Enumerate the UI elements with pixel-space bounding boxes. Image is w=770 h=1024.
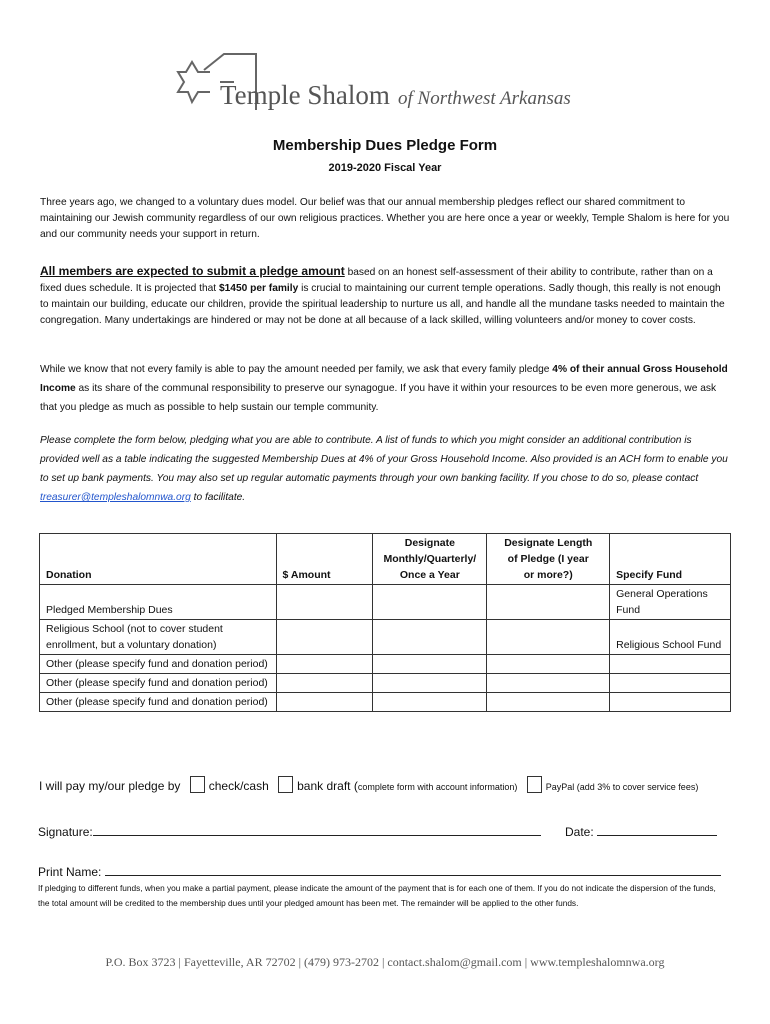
form-title: Membership Dues Pledge Form (272, 137, 498, 154)
header-fund: Specify Fund (610, 534, 731, 585)
frequency-cell[interactable] (373, 655, 487, 674)
length-cell[interactable] (487, 620, 610, 655)
instructions-paragraph (40, 431, 732, 507)
table-row (40, 620, 731, 655)
signature-field (38, 822, 541, 839)
guideline-text-1: While we know that not every family is able to pay the amount needed per family, we ask that every family pledge (40, 364, 553, 375)
fund-cell[interactable]: General Operations Fund (610, 585, 731, 620)
check-cash-label: check/cash (208, 779, 269, 793)
amount-cell[interactable] (276, 620, 373, 655)
print-name-line[interactable] (105, 862, 721, 876)
bank-draft-label: bank draft ( (297, 779, 358, 793)
frequency-cell[interactable] (373, 693, 487, 712)
length-cell[interactable] (487, 674, 610, 693)
paypal-checkbox[interactable] (527, 776, 542, 793)
signature-label: Signature: (38, 825, 93, 839)
header-frequency: Designate Monthly/Quarterly/ Once a Year (373, 534, 487, 585)
print-name-label: Print Name: (38, 865, 102, 879)
print-name-field (38, 862, 721, 879)
intro-paragraph: Three years ago, we changed to a voluntary dues model. Our belief was that our annual membership pledges reflect our shared commitment to maintaining our Jewish community regardless of our own religious practices. Whether you are here once a year or weekly, Temple Shalom is here for you and our community needs your support in return. (40, 197, 730, 240)
date-label: Date: (565, 825, 594, 839)
donation-cell: Other (please specify fund and donation period) (40, 674, 277, 693)
payment-intro: I will pay my/our pledge by (39, 779, 181, 793)
fiscal-year: 2019-2020 Fiscal Year (328, 162, 442, 174)
guideline-text-2: as its share of the communal responsibility to preserve our synagogue. If you have it within your resources to be even more generous, we ask that you pledge as much as possible to help sustain our temple community. (40, 383, 717, 413)
date-field (565, 822, 717, 839)
logo-name: Temple Shalom (220, 80, 390, 110)
fund-cell[interactable]: Religious School Fund (610, 620, 731, 655)
bank-draft-checkbox[interactable] (278, 776, 293, 793)
expectation-text-1: based on an honest self-assessment of their ability to contribute, rather than on a fixed dues schedule. It is projected that (40, 267, 713, 294)
amount-cell[interactable] (276, 693, 373, 712)
temple-logo (176, 50, 596, 126)
length-cell[interactable] (487, 655, 610, 674)
partial-payment-note: If pledging to different funds, when you make a partial payment, please indicate the amount of the payment that is for each one of them. If you do not indicate the dispersion of the funds, the total amount will be credited to the membership dues until your pledged amount has been met. The remainder will be applied to the other funds. (38, 883, 716, 908)
footer-contact: P.O. Box 3723 | Fayetteville, AR 72702 | (479) 973-2702 | contact.shalom@gmail.com | www.templeshalomnwa.org (105, 955, 665, 969)
payment-method-row (39, 776, 759, 793)
donation-cell: Other (please specify fund and donation period) (40, 693, 277, 712)
donation-cell: Religious School (not to cover student enrollment, but a voluntary donation) (40, 620, 277, 655)
header-amount: $ Amount (276, 534, 373, 585)
paypal-label: PayPal (add 3% to cover service fees) (545, 782, 699, 792)
length-cell[interactable] (487, 585, 610, 620)
fund-cell[interactable] (610, 674, 731, 693)
frequency-cell[interactable] (373, 620, 487, 655)
pledge-table (39, 533, 731, 712)
donation-cell: Pledged Membership Dues (40, 585, 277, 620)
guideline-percent: 4% of their annual Gross Household Income (40, 364, 728, 394)
table-row (40, 693, 731, 712)
header-donation: Donation (40, 534, 277, 585)
amount-cell[interactable] (276, 585, 373, 620)
expectation-lead: All members are expected to submit a pledge amount (40, 264, 345, 278)
expectation-amount: $1450 per family (218, 283, 299, 294)
donation-cell: Other (please specify fund and donation period) (40, 655, 277, 674)
expectation-paragraph (40, 263, 732, 329)
logo-subtitle: of Northwest Arkansas (398, 88, 571, 109)
guideline-paragraph (40, 360, 732, 417)
length-cell[interactable] (487, 693, 610, 712)
date-line[interactable] (597, 822, 717, 836)
fund-cell[interactable] (610, 693, 731, 712)
frequency-cell[interactable] (373, 674, 487, 693)
amount-cell[interactable] (276, 674, 373, 693)
bank-draft-note: complete form with account information) (357, 782, 518, 792)
frequency-cell[interactable] (373, 585, 487, 620)
table-row (40, 585, 731, 620)
header-length: Designate Length of Pledge (I year or more?) (487, 534, 610, 585)
treasurer-email-link[interactable]: treasurer@templeshalomnwa.org (40, 492, 191, 503)
check-cash-checkbox[interactable] (190, 776, 205, 793)
instructions-text-2: to facilitate. (190, 492, 246, 503)
fund-cell[interactable] (610, 655, 731, 674)
table-row (40, 674, 731, 693)
amount-cell[interactable] (276, 655, 373, 674)
instructions-text-1: Please complete the form below, pledging what you are able to contribute. A list of funds to which you might consider an additional contribution is provided well as a table indicating the suggested Membership Dues at 4% of your Gross Household Income. Also provided is an ACH form to enable you to set up bank payments. You may also set up regular automatic payments through your own banking facility. If you chose to do so, please contact (40, 435, 728, 484)
expectation-text-2: is crucial to maintaining our current temple operations. Sadly though, this really is not enough to maintain our building, educate our children, provide the spiritual leadership to nurture us all, and handle all the mundane tasks needed to maintain the congregation. Many undertakings are hindered or may not be done at all because of a lack skilled, willing volunteers and/or money to cover costs. (40, 283, 725, 326)
table-header-row (40, 534, 731, 585)
table-row (40, 655, 731, 674)
signature-line[interactable] (93, 822, 541, 836)
